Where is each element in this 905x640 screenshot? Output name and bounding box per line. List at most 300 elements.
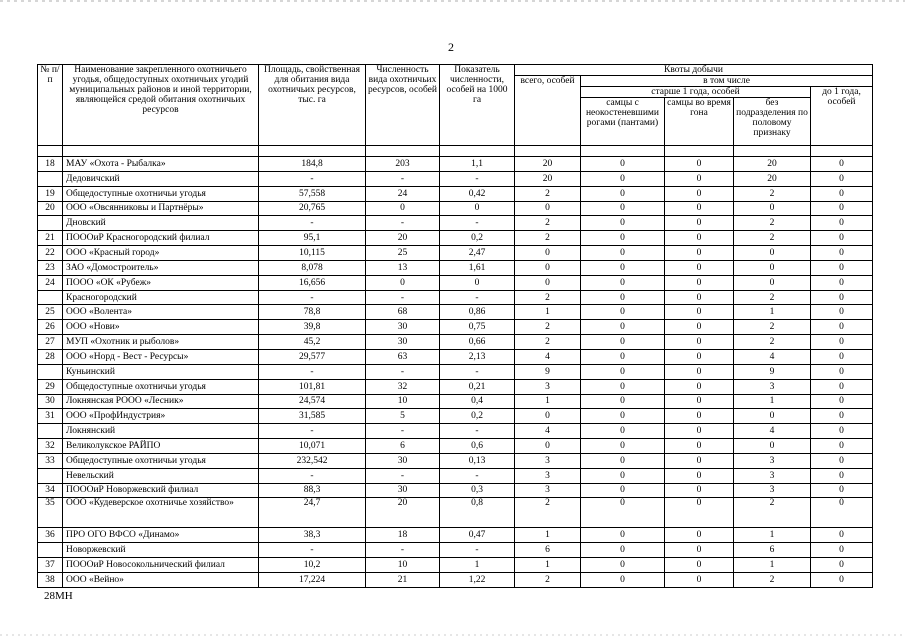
cell-rut: 0	[665, 335, 734, 350]
cell-count: -	[366, 171, 440, 186]
cell-total: 1	[515, 558, 581, 573]
table-row	[38, 320, 873, 335]
table-row	[38, 483, 873, 498]
cell-nosex: 4	[734, 349, 811, 364]
cell-area: 24,574	[259, 394, 366, 409]
cell-area: -	[259, 468, 366, 483]
cell-total: 1	[515, 305, 581, 320]
cell-total: 0	[515, 260, 581, 275]
page-number: 2	[448, 40, 454, 54]
cell-under1: 0	[811, 231, 873, 246]
cell-total: 20	[515, 171, 581, 186]
table-body	[38, 157, 873, 588]
cell-count: 68	[366, 305, 440, 320]
cell-rut: 0	[665, 409, 734, 424]
cell-num: 26	[38, 320, 63, 335]
cell-nosex: 20	[734, 171, 811, 186]
cell-num	[38, 543, 63, 558]
table-row	[38, 468, 873, 483]
table-row	[38, 157, 873, 172]
cell-name: ООО «Кудеверское охотничье хозяйство»	[63, 498, 259, 528]
cell-name: ООО «ПрофИндустрия»	[63, 409, 259, 424]
table-row	[38, 528, 873, 543]
cell-density: 0,3	[440, 483, 515, 498]
cell-under1: 0	[811, 290, 873, 305]
table-row	[38, 275, 873, 290]
cell-density: 0,8	[440, 498, 515, 528]
cell-under1: 0	[811, 246, 873, 261]
cell-rut: 0	[665, 379, 734, 394]
header-count: Численность вида охотничьих ресурсов, особей	[366, 65, 440, 146]
cell-count: -	[366, 543, 440, 558]
cell-antlers: 0	[581, 290, 665, 305]
header-older: старше 1 года, особей	[581, 87, 811, 98]
cell-num: 30	[38, 394, 63, 409]
cell-area: -	[259, 364, 366, 379]
cell-under1: 0	[811, 558, 873, 573]
cell-name: ПОООиР Красногородский филиал	[63, 231, 259, 246]
footer-code: 28МН	[44, 590, 73, 602]
cell-count: 24	[366, 186, 440, 201]
cell-nosex: 2	[734, 216, 811, 231]
cell-rut: 0	[665, 498, 734, 528]
cell-name: Локнянская РООО «Лесник»	[63, 394, 259, 409]
cell-density: 0,4	[440, 394, 515, 409]
cell-total: 3	[515, 483, 581, 498]
cell-antlers: 0	[581, 171, 665, 186]
table-row	[38, 171, 873, 186]
cell-under1: 0	[811, 305, 873, 320]
cell-density: 0,21	[440, 379, 515, 394]
cell-area: 45,2	[259, 335, 366, 350]
cell-rut: 0	[665, 275, 734, 290]
cell-rut: 0	[665, 439, 734, 454]
header-name: Наименование закрепленного охотничьего угодья, общедоступных охотничьих угодий муниципальных районов и иной территории, являющейся средой обитания охотничьих ресурсов	[63, 65, 259, 146]
cell-density: -	[440, 424, 515, 439]
cell-antlers: 0	[581, 409, 665, 424]
cell-antlers: 0	[581, 231, 665, 246]
cell-rut: 0	[665, 543, 734, 558]
cell-rut: 0	[665, 320, 734, 335]
cell-rut: 0	[665, 483, 734, 498]
cell-total: 2	[515, 335, 581, 350]
cell-nosex: 2	[734, 290, 811, 305]
cell-nosex: 0	[734, 201, 811, 216]
cell-name: ПОООиР Новоржевский филиал	[63, 483, 259, 498]
cell-antlers: 0	[581, 216, 665, 231]
cell-name: ПООО «ОК «Рубеж»	[63, 275, 259, 290]
cell-antlers: 0	[581, 275, 665, 290]
table-row	[38, 558, 873, 573]
cell-count: 5	[366, 409, 440, 424]
cell-under1: 0	[811, 379, 873, 394]
cell-total: 9	[515, 364, 581, 379]
cell-total: 3	[515, 468, 581, 483]
cell-count: 18	[366, 528, 440, 543]
cell-nosex: 2	[734, 498, 811, 528]
cell-num	[38, 216, 63, 231]
cell-density: 0,75	[440, 320, 515, 335]
cell-under1: 0	[811, 483, 873, 498]
cell-antlers: 0	[581, 453, 665, 468]
cell-under1: 0	[811, 424, 873, 439]
cell-area: 20,765	[259, 201, 366, 216]
cell-count: 32	[366, 379, 440, 394]
cell-under1: 0	[811, 394, 873, 409]
cell-num: 22	[38, 246, 63, 261]
cell-name: Невельский	[63, 468, 259, 483]
cell-total: 1	[515, 394, 581, 409]
cell-rut: 0	[665, 186, 734, 201]
cell-antlers: 0	[581, 439, 665, 454]
cell-density: 0,66	[440, 335, 515, 350]
cell-density: 1,1	[440, 157, 515, 172]
cell-num: 27	[38, 335, 63, 350]
cell-density: 0,86	[440, 305, 515, 320]
cell-nosex: 1	[734, 528, 811, 543]
cell-nosex: 20	[734, 157, 811, 172]
cell-under1: 0	[811, 528, 873, 543]
cell-under1: 0	[811, 364, 873, 379]
cell-area: 31,585	[259, 409, 366, 424]
cell-density: 0,13	[440, 453, 515, 468]
cell-area: -	[259, 290, 366, 305]
cell-nosex: 2	[734, 335, 811, 350]
cell-total: 2	[515, 320, 581, 335]
cell-num: 28	[38, 349, 63, 364]
cell-under1: 0	[811, 201, 873, 216]
cell-rut: 0	[665, 364, 734, 379]
cell-area: 232,542	[259, 453, 366, 468]
cell-num	[38, 468, 63, 483]
cell-antlers: 0	[581, 424, 665, 439]
table-row	[38, 364, 873, 379]
cell-rut: 0	[665, 468, 734, 483]
cell-nosex: 2	[734, 572, 811, 587]
cell-area: -	[259, 171, 366, 186]
header-density: Показатель численности, особей на 1000 га	[440, 65, 515, 146]
cell-num	[38, 424, 63, 439]
cell-count: 10	[366, 558, 440, 573]
cell-density: 0,2	[440, 231, 515, 246]
table-row	[38, 216, 873, 231]
cell-antlers: 0	[581, 394, 665, 409]
table-row	[38, 186, 873, 201]
cell-under1: 0	[811, 468, 873, 483]
cell-area: -	[259, 216, 366, 231]
cell-name: ООО «Вейно»	[63, 572, 259, 587]
cell-area: 10,115	[259, 246, 366, 261]
cell-count: -	[366, 216, 440, 231]
cell-antlers: 0	[581, 305, 665, 320]
cell-rut: 0	[665, 290, 734, 305]
cell-name: МАУ «Охота - Рыбалка»	[63, 157, 259, 172]
cell-antlers: 0	[581, 572, 665, 587]
cell-nosex: 4	[734, 424, 811, 439]
cell-antlers: 0	[581, 260, 665, 275]
cell-area: 39,8	[259, 320, 366, 335]
cell-antlers: 0	[581, 246, 665, 261]
cell-rut: 0	[665, 558, 734, 573]
cell-rut: 0	[665, 231, 734, 246]
quota-table	[37, 64, 873, 588]
cell-name: ООО «Овсянниковы и Партнёры»	[63, 201, 259, 216]
cell-area: 101,81	[259, 379, 366, 394]
cell-count: 10	[366, 394, 440, 409]
cell-name: Общедоступные охотничьи угодья	[63, 379, 259, 394]
header-including: в том числе	[581, 76, 873, 87]
cell-num: 35	[38, 498, 63, 528]
cell-area: 24,7	[259, 498, 366, 528]
header-males-antlers: самцы с неокостеневшими рогами (пантами)	[581, 98, 665, 146]
cell-area: 95,1	[259, 231, 366, 246]
cell-total: 2	[515, 231, 581, 246]
cell-total: 2	[515, 572, 581, 587]
cell-rut: 0	[665, 305, 734, 320]
cell-nosex: 0	[734, 409, 811, 424]
table-row	[38, 231, 873, 246]
table-row	[38, 394, 873, 409]
cell-antlers: 0	[581, 558, 665, 573]
cell-antlers: 0	[581, 335, 665, 350]
cell-name: ООО «Норд - Вест - Ресурсы»	[63, 349, 259, 364]
cell-rut: 0	[665, 157, 734, 172]
cell-num: 24	[38, 275, 63, 290]
cell-count: 20	[366, 498, 440, 528]
cell-num: 18	[38, 157, 63, 172]
cell-total: 0	[515, 275, 581, 290]
cell-total: 0	[515, 201, 581, 216]
cell-density: 1	[440, 558, 515, 573]
cell-count: 203	[366, 157, 440, 172]
cell-name: ЗАО «Домостроитель»	[63, 260, 259, 275]
cell-density: 0,47	[440, 528, 515, 543]
cell-rut: 0	[665, 424, 734, 439]
cell-count: 0	[366, 201, 440, 216]
table-row	[38, 453, 873, 468]
cell-density: 0	[440, 201, 515, 216]
header-no-sex: без подразделения по половому признаку	[734, 98, 811, 146]
cell-antlers: 0	[581, 186, 665, 201]
cell-antlers: 0	[581, 468, 665, 483]
cell-nosex: 1	[734, 305, 811, 320]
cell-num: 29	[38, 379, 63, 394]
cell-density: 0,2	[440, 409, 515, 424]
cell-rut: 0	[665, 246, 734, 261]
cell-rut: 0	[665, 394, 734, 409]
cell-total: 2	[515, 216, 581, 231]
cell-name: Новоржевский	[63, 543, 259, 558]
cell-density: -	[440, 216, 515, 231]
table-header	[38, 65, 873, 157]
cell-total: 3	[515, 379, 581, 394]
cell-num: 23	[38, 260, 63, 275]
cell-count: 6	[366, 439, 440, 454]
cell-antlers: 0	[581, 349, 665, 364]
cell-under1: 0	[811, 453, 873, 468]
cell-rut: 0	[665, 572, 734, 587]
cell-density: -	[440, 290, 515, 305]
header-area: Площадь, свойственная для обитания вида охотничьих ресурсов, тыс. га	[259, 65, 366, 146]
cell-under1: 0	[811, 171, 873, 186]
table-row	[38, 439, 873, 454]
cell-nosex: 3	[734, 453, 811, 468]
cell-under1: 0	[811, 572, 873, 587]
cell-area: -	[259, 424, 366, 439]
cell-area: 29,577	[259, 349, 366, 364]
cell-under1: 0	[811, 186, 873, 201]
cell-num	[38, 171, 63, 186]
table-row	[38, 543, 873, 558]
cell-under1: 0	[811, 216, 873, 231]
table-row	[38, 349, 873, 364]
cell-rut: 0	[665, 201, 734, 216]
cell-density: 0,6	[440, 439, 515, 454]
header-quotas: Квоты добычи	[515, 65, 873, 76]
cell-num: 31	[38, 409, 63, 424]
cell-num: 20	[38, 201, 63, 216]
cell-antlers: 0	[581, 320, 665, 335]
cell-area: 17,224	[259, 572, 366, 587]
cell-density: -	[440, 364, 515, 379]
cell-nosex: 0	[734, 260, 811, 275]
header-males-rut: самцы во время гона	[665, 98, 734, 146]
cell-area: 10,071	[259, 439, 366, 454]
cell-density: 0,42	[440, 186, 515, 201]
cell-nosex: 3	[734, 483, 811, 498]
cell-area: -	[259, 543, 366, 558]
cell-nosex: 9	[734, 364, 811, 379]
cell-density: 2,47	[440, 246, 515, 261]
cell-nosex: 3	[734, 468, 811, 483]
cell-rut: 0	[665, 453, 734, 468]
cell-area: 38,3	[259, 528, 366, 543]
cell-antlers: 0	[581, 528, 665, 543]
cell-nosex: 3	[734, 379, 811, 394]
cell-nosex: 1	[734, 394, 811, 409]
cell-antlers: 0	[581, 543, 665, 558]
cell-name: Дновский	[63, 216, 259, 231]
cell-antlers: 0	[581, 498, 665, 528]
cell-nosex: 6	[734, 543, 811, 558]
cell-num: 36	[38, 528, 63, 543]
scan-edge-top	[0, 0, 905, 2]
cell-count: 21	[366, 572, 440, 587]
cell-rut: 0	[665, 260, 734, 275]
cell-area: 184,8	[259, 157, 366, 172]
cell-num	[38, 290, 63, 305]
cell-name: Великолукское РАЙПО	[63, 439, 259, 454]
cell-area: 10,2	[259, 558, 366, 573]
cell-count: 30	[366, 335, 440, 350]
header-under1: до 1 года, особей	[811, 87, 873, 146]
cell-area: 16,656	[259, 275, 366, 290]
cell-total: 1	[515, 528, 581, 543]
cell-under1: 0	[811, 439, 873, 454]
cell-total: 2	[515, 186, 581, 201]
cell-nosex: 0	[734, 275, 811, 290]
cell-under1: 0	[811, 335, 873, 350]
cell-total: 3	[515, 453, 581, 468]
cell-under1: 0	[811, 349, 873, 364]
table-row	[38, 424, 873, 439]
cell-nosex: 2	[734, 186, 811, 201]
table-row	[38, 260, 873, 275]
cell-density: -	[440, 171, 515, 186]
cell-total: 20	[515, 157, 581, 172]
cell-rut: 0	[665, 171, 734, 186]
cell-rut: 0	[665, 216, 734, 231]
cell-num: 37	[38, 558, 63, 573]
cell-name: ООО «Нови»	[63, 320, 259, 335]
cell-count: 13	[366, 260, 440, 275]
cell-name: Общедоступные охотничьи угодья	[63, 186, 259, 201]
cell-nosex: 1	[734, 558, 811, 573]
table-row	[38, 572, 873, 587]
table-row	[38, 498, 873, 528]
cell-total: 4	[515, 424, 581, 439]
cell-total: 4	[515, 349, 581, 364]
cell-density: 2,13	[440, 349, 515, 364]
cell-num: 34	[38, 483, 63, 498]
cell-density: 1,22	[440, 572, 515, 587]
cell-name: Красногородский	[63, 290, 259, 305]
cell-rut: 0	[665, 528, 734, 543]
scan-edge-bottom	[0, 634, 905, 636]
cell-density: -	[440, 468, 515, 483]
cell-num: 32	[38, 439, 63, 454]
cell-num: 19	[38, 186, 63, 201]
cell-count: 30	[366, 483, 440, 498]
cell-density: -	[440, 543, 515, 558]
cell-area: 8,078	[259, 260, 366, 275]
cell-num: 25	[38, 305, 63, 320]
cell-total: 0	[515, 246, 581, 261]
cell-nosex: 2	[734, 231, 811, 246]
cell-density: 0	[440, 275, 515, 290]
table-row	[38, 246, 873, 261]
table-row	[38, 335, 873, 350]
cell-count: 25	[366, 246, 440, 261]
cell-antlers: 0	[581, 157, 665, 172]
cell-rut: 0	[665, 349, 734, 364]
cell-count: 63	[366, 349, 440, 364]
cell-nosex: 0	[734, 439, 811, 454]
cell-name: ООО «Красный город»	[63, 246, 259, 261]
cell-count: -	[366, 364, 440, 379]
header-num: № п/п	[38, 65, 63, 146]
cell-count: 0	[366, 275, 440, 290]
cell-count: -	[366, 290, 440, 305]
cell-density: 1,61	[440, 260, 515, 275]
cell-name: ООО «Волента»	[63, 305, 259, 320]
table-row	[38, 305, 873, 320]
cell-num: 38	[38, 572, 63, 587]
cell-under1: 0	[811, 320, 873, 335]
cell-area: 57,558	[259, 186, 366, 201]
cell-under1: 0	[811, 498, 873, 528]
cell-count: -	[366, 424, 440, 439]
cell-name: МУП «Охотник и рыболов»	[63, 335, 259, 350]
table-row	[38, 290, 873, 305]
cell-nosex: 0	[734, 246, 811, 261]
cell-count: 30	[366, 453, 440, 468]
cell-count: -	[366, 468, 440, 483]
cell-antlers: 0	[581, 201, 665, 216]
header-total: всего, особей	[515, 76, 581, 146]
cell-total: 0	[515, 439, 581, 454]
cell-name: ПОООиР Новосокольнический филиал	[63, 558, 259, 573]
